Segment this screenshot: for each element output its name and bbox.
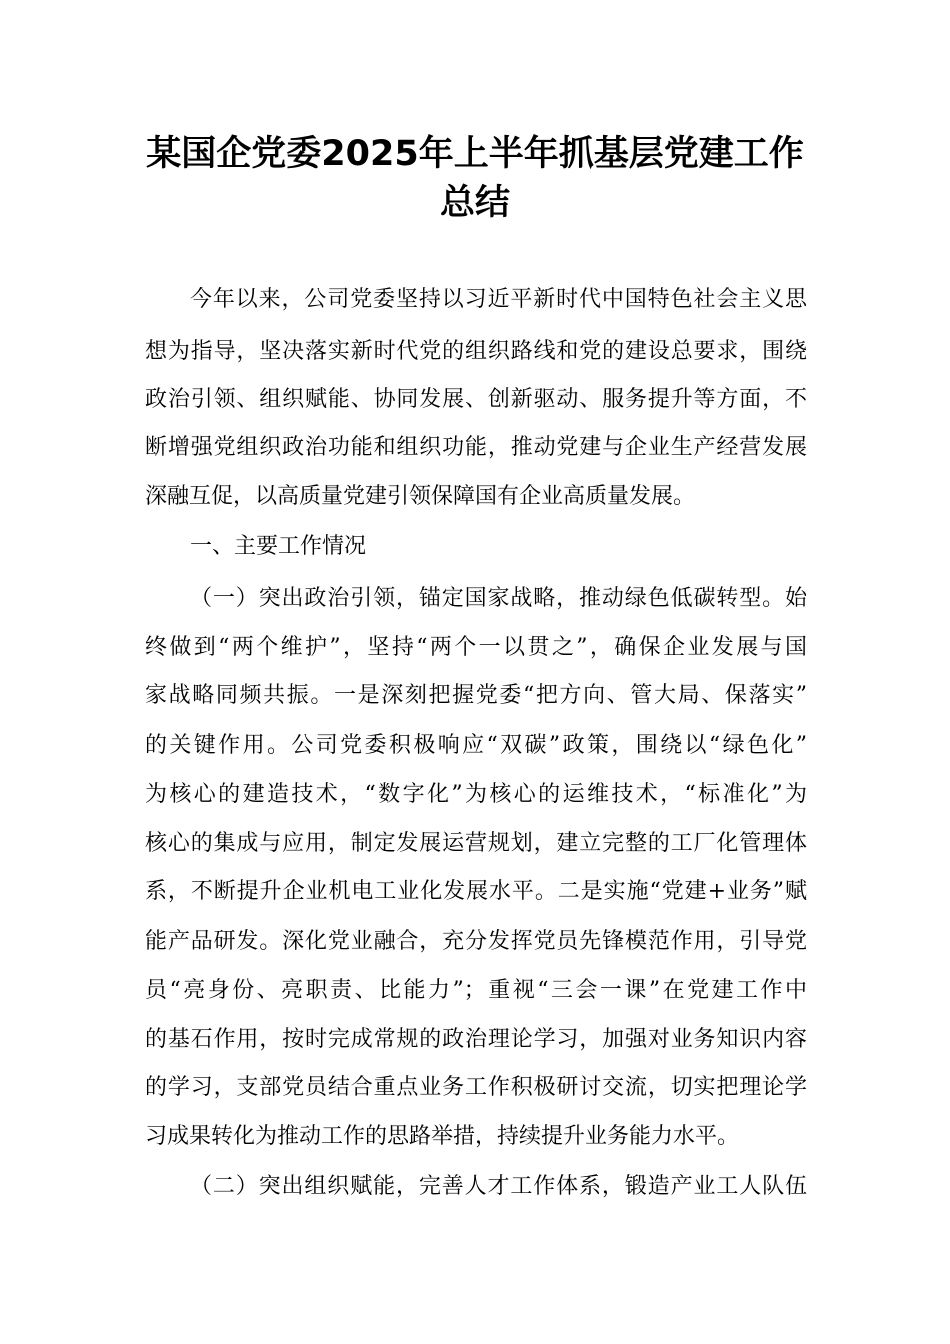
- subsection-1-line: 的基石作用，按时完成常规的政治理论学习，加强对业务知识内容: [145, 1027, 807, 1052]
- subsection-1-line: 习成果转化为推动工作的思路举措，持续提升业务能力水平。: [145, 1124, 740, 1149]
- subsection-1-line: （一）突出政治引领，锚定国家战略，推动绿色低碳转型。始: [190, 586, 807, 611]
- subsection-1-line: 能产品研发。深化党业融合，充分发挥党员先锋模范作用，引导党: [145, 929, 807, 954]
- document-title-line-2: 总结: [439, 183, 510, 223]
- intro-line: 今年以来，公司党委坚持以习近平新时代中国特色社会主义思: [190, 287, 807, 312]
- intro-line: 政治引领、组织赋能、协同发展、创新驱动、服务提升等方面，不: [145, 387, 807, 412]
- intro-line: 深融互促，以高质量党建引领保障国有企业高质量发展。: [145, 484, 696, 509]
- subsection-1-line: 核心的集成与应用，制定发展运营规划，建立完整的工厂化管理体: [145, 831, 807, 856]
- intro-line: 断增强党组织政治功能和组织功能，推动党建与企业生产经营发展: [145, 435, 807, 460]
- subsection-2-line: （二）突出组织赋能，完善人才工作体系，锻造产业工人队伍: [190, 1174, 807, 1199]
- subsection-1-line: 终做到“两个维护”，坚持“两个一以贯之”，确保企业发展与国: [145, 635, 807, 660]
- intro-line: 想为指导，坚决落实新时代党的组织路线和党的建设总要求，围绕: [145, 339, 807, 364]
- section-heading: 一、主要工作情况: [190, 534, 367, 559]
- subsection-1-line: 的关键作用。公司党委积极响应“双碳”政策，围绕以“绿色化”: [145, 733, 807, 758]
- subsection-1-line: 为核心的建造技术，“数字化”为核心的运维技术，“标准化”为: [145, 782, 807, 807]
- document-title-line-1: 某国企党委2025年上半年抓基层党建工作: [146, 134, 804, 174]
- subsection-1-line: 家战略同频共振。一是深刻把握党委“把方向、管大局、保落实”: [145, 683, 807, 708]
- subsection-1-line: 系，不断提升企业机电工业化发展水平。二是实施“党建+业务”赋: [145, 879, 807, 904]
- subsection-1-line: 员“亮身份、亮职责、比能力”；重视“三会一课”在党建工作中: [145, 978, 807, 1003]
- subsection-1-line: 的学习，支部党员结合重点业务工作积极研讨交流，切实把理论学: [145, 1075, 807, 1100]
